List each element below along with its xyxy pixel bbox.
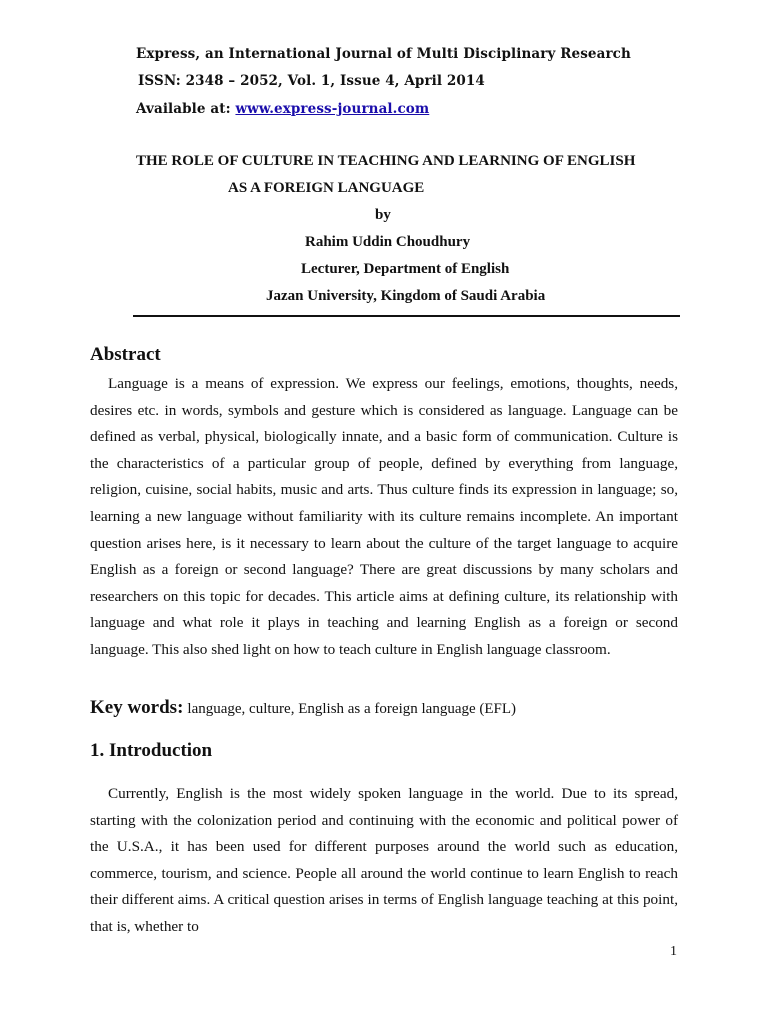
introduction-body — [90, 781, 678, 941]
author-affiliation: Jazan University, Kingdom of Saudi Arabia — [266, 288, 546, 304]
introduction-heading — [90, 740, 212, 762]
title-line-2: AS A FOREIGN LANGUAGE — [228, 180, 425, 196]
by-label: by — [375, 207, 391, 223]
section-number: 1 — [90, 740, 100, 761]
keywords-value: language, culture, English as a foreign language (EFL) — [187, 701, 517, 717]
keywords-line — [90, 697, 516, 719]
keywords-label: Key words: — [90, 697, 184, 718]
availability-line — [136, 101, 429, 117]
journal-website-link[interactable]: www.express-journal.com — [235, 101, 430, 117]
title-line-1: THE ROLE OF CULTURE IN TEACHING AND LEARNING OF ENGLISH — [136, 153, 636, 169]
abstract-heading: Abstract — [90, 344, 161, 365]
title-divider — [133, 315, 680, 317]
author-name: Rahim Uddin Choudhury — [305, 234, 471, 250]
journal-name: Express, an International Journal of Multi Disciplinary Research — [136, 46, 631, 62]
abstract-paragraph: Language is a means of expression. We express our feelings, emotions, thoughts, needs, desires etc. in words, symbols and gesture which is considered as language. Language can be defined as verbal, physical, biologically innate, and a basic form of communication. Culture is the characteristics of a particular group of people, defined by everything from language, religion, cuisine, social habits, music and arts. Thus culture finds its expression in language; so, learning a new language without familiarity with its culture remains incomplete. An important question arises here, is it necessary to learn about the culture of the target language to acquire English as a foreign or second language? There are great discussions by many scholars and researchers on this topic for decades. This article aims at defining culture, its relationship with language and what role it plays in teaching and learning English as a foreign or second language. This also shed light on how to teach culture in English language classroom. — [90, 375, 678, 658]
author-position: Lecturer, Department of English — [301, 261, 510, 277]
section-title: . Introduction — [99, 740, 213, 761]
issn-line: ISSN: 2348 – 2052, Vol. 1, Issue 4, April 2014 — [138, 73, 485, 89]
abstract-body — [90, 371, 678, 664]
introduction-paragraph: Currently, English is the most widely spoken language in the world. Due to its spread, starting with the colonization period and continuing with the economic and political power of the U.S.A., it has been used for different purposes around the world such as education, commerce, tourism, and science. People all around the world continue to learn English to reach their different aims. A critical question arises in terms of English language teaching at this point, that is, whether to — [90, 785, 678, 935]
available-label: Available at: — [136, 101, 236, 117]
page-number: 1 — [670, 944, 677, 959]
